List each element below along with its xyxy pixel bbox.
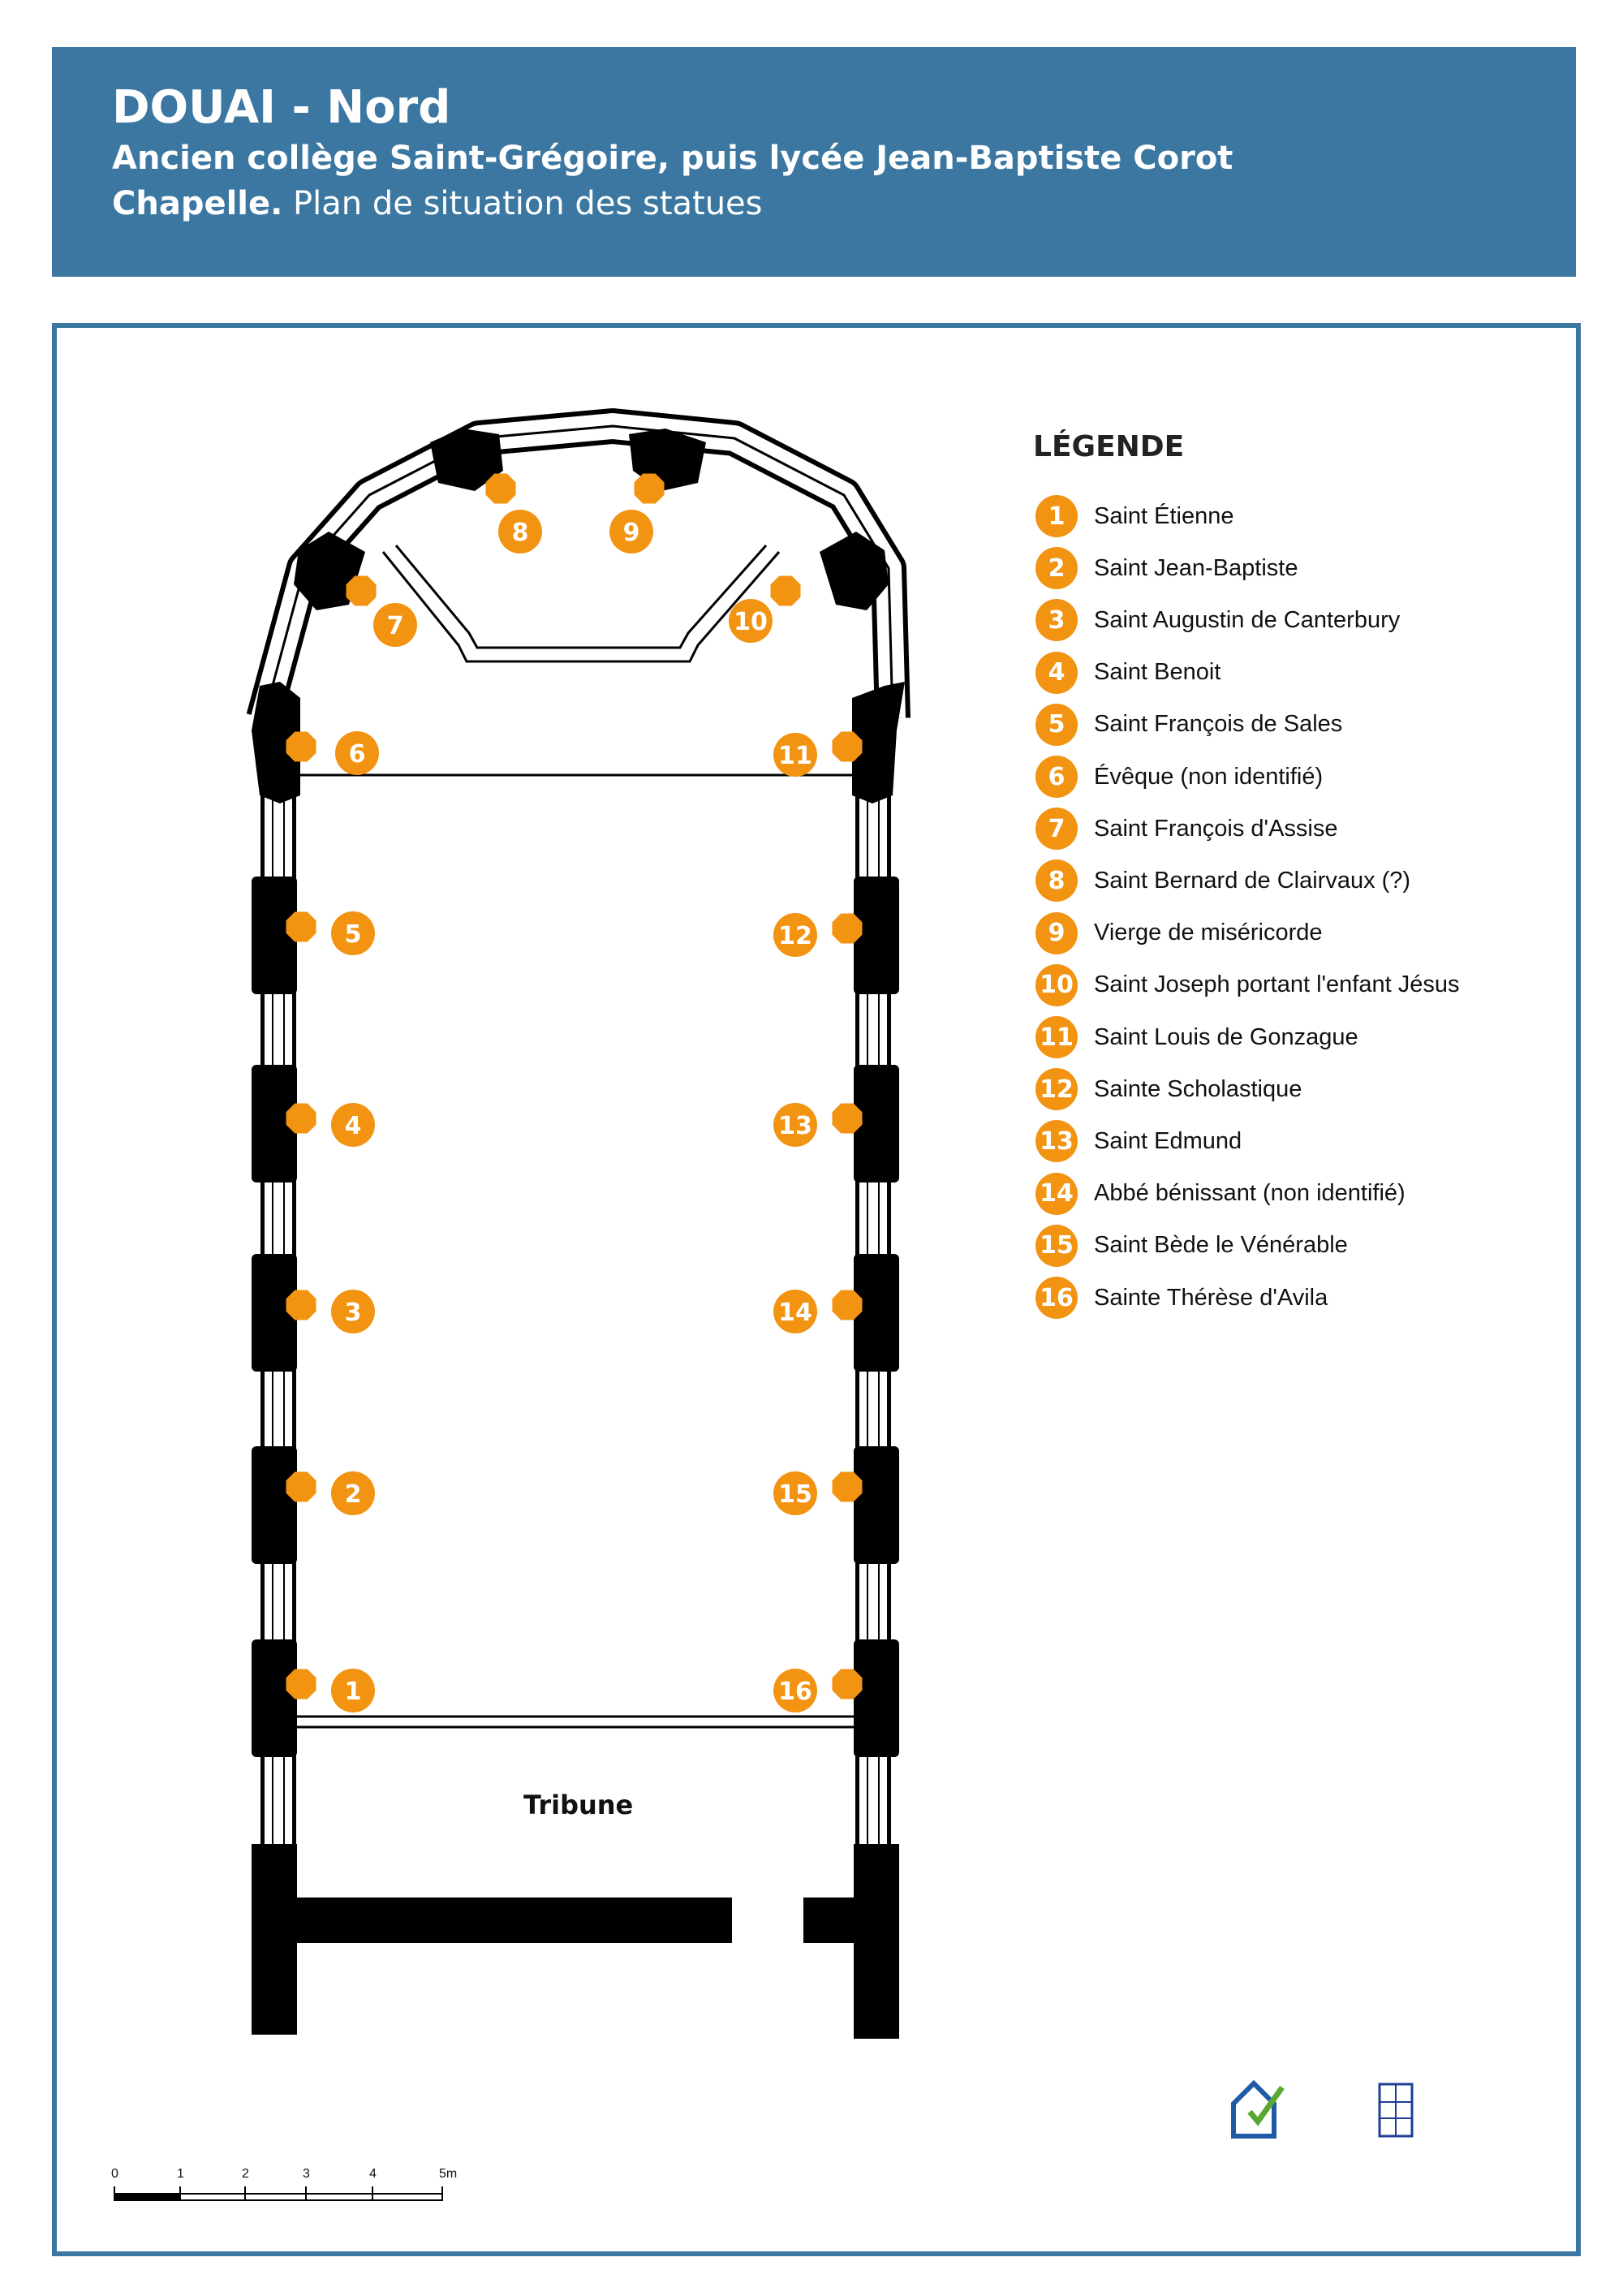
legend-badge: 1 — [1035, 495, 1078, 537]
legend-item — [1035, 702, 1342, 747]
legend-badge: 16 — [1035, 1277, 1078, 1319]
legend-item — [1035, 911, 1323, 956]
scale-label: 5m — [439, 2167, 458, 2181]
legend-item — [1035, 963, 1460, 1008]
legend-label: Saint Joseph portant l'enfant Jésus — [1094, 971, 1460, 998]
scale-bar — [114, 2186, 442, 2200]
legend-badge: 13 — [1035, 1120, 1078, 1162]
region-logo — [1217, 2071, 1307, 2144]
legend-badge: 8 — [1035, 859, 1078, 902]
legend-title: LÉGENDE — [1033, 430, 1185, 463]
scale-label: 1 — [177, 2167, 184, 2181]
marker-number-9: 9 — [622, 519, 640, 547]
statue-base-8 — [486, 474, 516, 504]
caption-bold: Chapelle. — [112, 185, 283, 222]
legend-label: Saint Louis de Gonzague — [1094, 1023, 1358, 1050]
legend-item — [1035, 1275, 1328, 1320]
legend-label: Saint Augustin de Canterbury — [1094, 606, 1401, 633]
scale-label: 0 — [111, 2167, 118, 2181]
marker-number-3: 3 — [344, 1299, 362, 1327]
legend-badge: 7 — [1035, 808, 1078, 850]
inventaire-figure-icon — [1371, 2078, 1420, 2143]
marker-number-6: 6 — [348, 740, 366, 769]
legend-item — [1035, 650, 1220, 696]
interior-lines — [297, 545, 854, 1727]
legend-badge: 10 — [1035, 964, 1078, 1006]
statue-base-2 — [286, 1472, 316, 1502]
legend-badge: 4 — [1035, 652, 1078, 694]
legend-item — [1035, 858, 1410, 903]
legend-badge: 3 — [1035, 599, 1078, 641]
statue-base-12 — [833, 914, 863, 944]
legend-item — [1035, 1118, 1242, 1164]
marker-number-10: 10 — [734, 608, 768, 636]
legend-label: Saint Jean-Baptiste — [1094, 554, 1298, 581]
legend-item — [1035, 754, 1323, 799]
legend-label: Saint Étienne — [1094, 502, 1234, 529]
marker-number-7: 7 — [386, 612, 404, 640]
scale-first-segment — [114, 2194, 180, 2200]
statue-base-15 — [833, 1472, 863, 1502]
statue-base-7 — [347, 576, 377, 606]
legend-badge: 5 — [1035, 704, 1078, 746]
statue-base-10 — [771, 576, 801, 606]
marker-number-2: 2 — [344, 1480, 362, 1509]
marker-number-16: 16 — [778, 1678, 812, 1706]
legend-item — [1035, 1171, 1406, 1217]
legend-item — [1035, 806, 1338, 851]
statue-markers — [286, 474, 863, 1713]
statue-base-6 — [286, 732, 316, 762]
legend-label: Évêque (non identifié) — [1094, 763, 1324, 790]
scale-label: 2 — [242, 2167, 249, 2181]
marker-number-5: 5 — [344, 920, 362, 949]
tribune-label: Tribune — [523, 1790, 634, 1820]
legend-item — [1035, 1066, 1302, 1112]
legend-badge: 6 — [1035, 756, 1078, 798]
legend-badge: 14 — [1035, 1173, 1078, 1215]
statue-base-14 — [833, 1290, 863, 1320]
statue-base-1 — [286, 1669, 316, 1699]
legend-item — [1035, 493, 1234, 539]
marker-number-15: 15 — [778, 1480, 812, 1509]
legend-label: Saint François de Sales — [1094, 711, 1343, 738]
legend-badge: 9 — [1035, 912, 1078, 954]
legend-label: Saint François d'Assise — [1094, 815, 1338, 842]
statue-base-16 — [833, 1669, 863, 1699]
legend-item — [1035, 1223, 1348, 1269]
caption-text: Plan de situation des statues — [282, 185, 763, 222]
page-title: DOUAI - Nord — [112, 81, 451, 134]
marker-number-13: 13 — [778, 1112, 812, 1140]
scale-label: 4 — [369, 2167, 377, 2181]
statue-base-5 — [286, 912, 316, 942]
legend-label: Sainte Thérèse d'Avila — [1094, 1284, 1328, 1311]
legend-label: Saint Benoit — [1094, 659, 1221, 686]
marker-number-1: 1 — [344, 1678, 362, 1706]
statue-base-13 — [833, 1104, 863, 1134]
legend-label: Sainte Scholastique — [1094, 1075, 1302, 1102]
scale-label: 3 — [303, 2167, 310, 2181]
statue-base-9 — [635, 474, 665, 504]
marker-number-8: 8 — [511, 519, 529, 547]
legend-badge: 2 — [1035, 547, 1078, 589]
marker-number-4: 4 — [344, 1112, 362, 1140]
marker-number-11: 11 — [778, 742, 812, 770]
legend-badge: 11 — [1035, 1016, 1078, 1058]
legend-label: Abbé bénissant (non identifié) — [1094, 1180, 1406, 1207]
legend-badge: 15 — [1035, 1225, 1078, 1267]
legend-label: Saint Edmund — [1094, 1127, 1242, 1154]
legend-item — [1035, 545, 1298, 591]
marker-number-14: 14 — [778, 1299, 812, 1327]
marker-number-12: 12 — [778, 922, 812, 950]
legend-item — [1035, 1014, 1358, 1060]
legend-badge: 12 — [1035, 1068, 1078, 1110]
legend-label: Saint Bernard de Clairvaux (?) — [1094, 867, 1411, 894]
page-subtitle: Ancien collège Saint-Grégoire, puis lycée Jean-Baptiste Corot — [112, 140, 1233, 177]
statue-base-11 — [833, 732, 863, 762]
statue-base-4 — [286, 1104, 316, 1134]
statue-base-3 — [286, 1290, 316, 1320]
legend-label: Vierge de miséricorde — [1094, 920, 1323, 946]
legend-label: Saint Bède le Vénérable — [1094, 1232, 1348, 1259]
legend-item — [1035, 597, 1400, 643]
